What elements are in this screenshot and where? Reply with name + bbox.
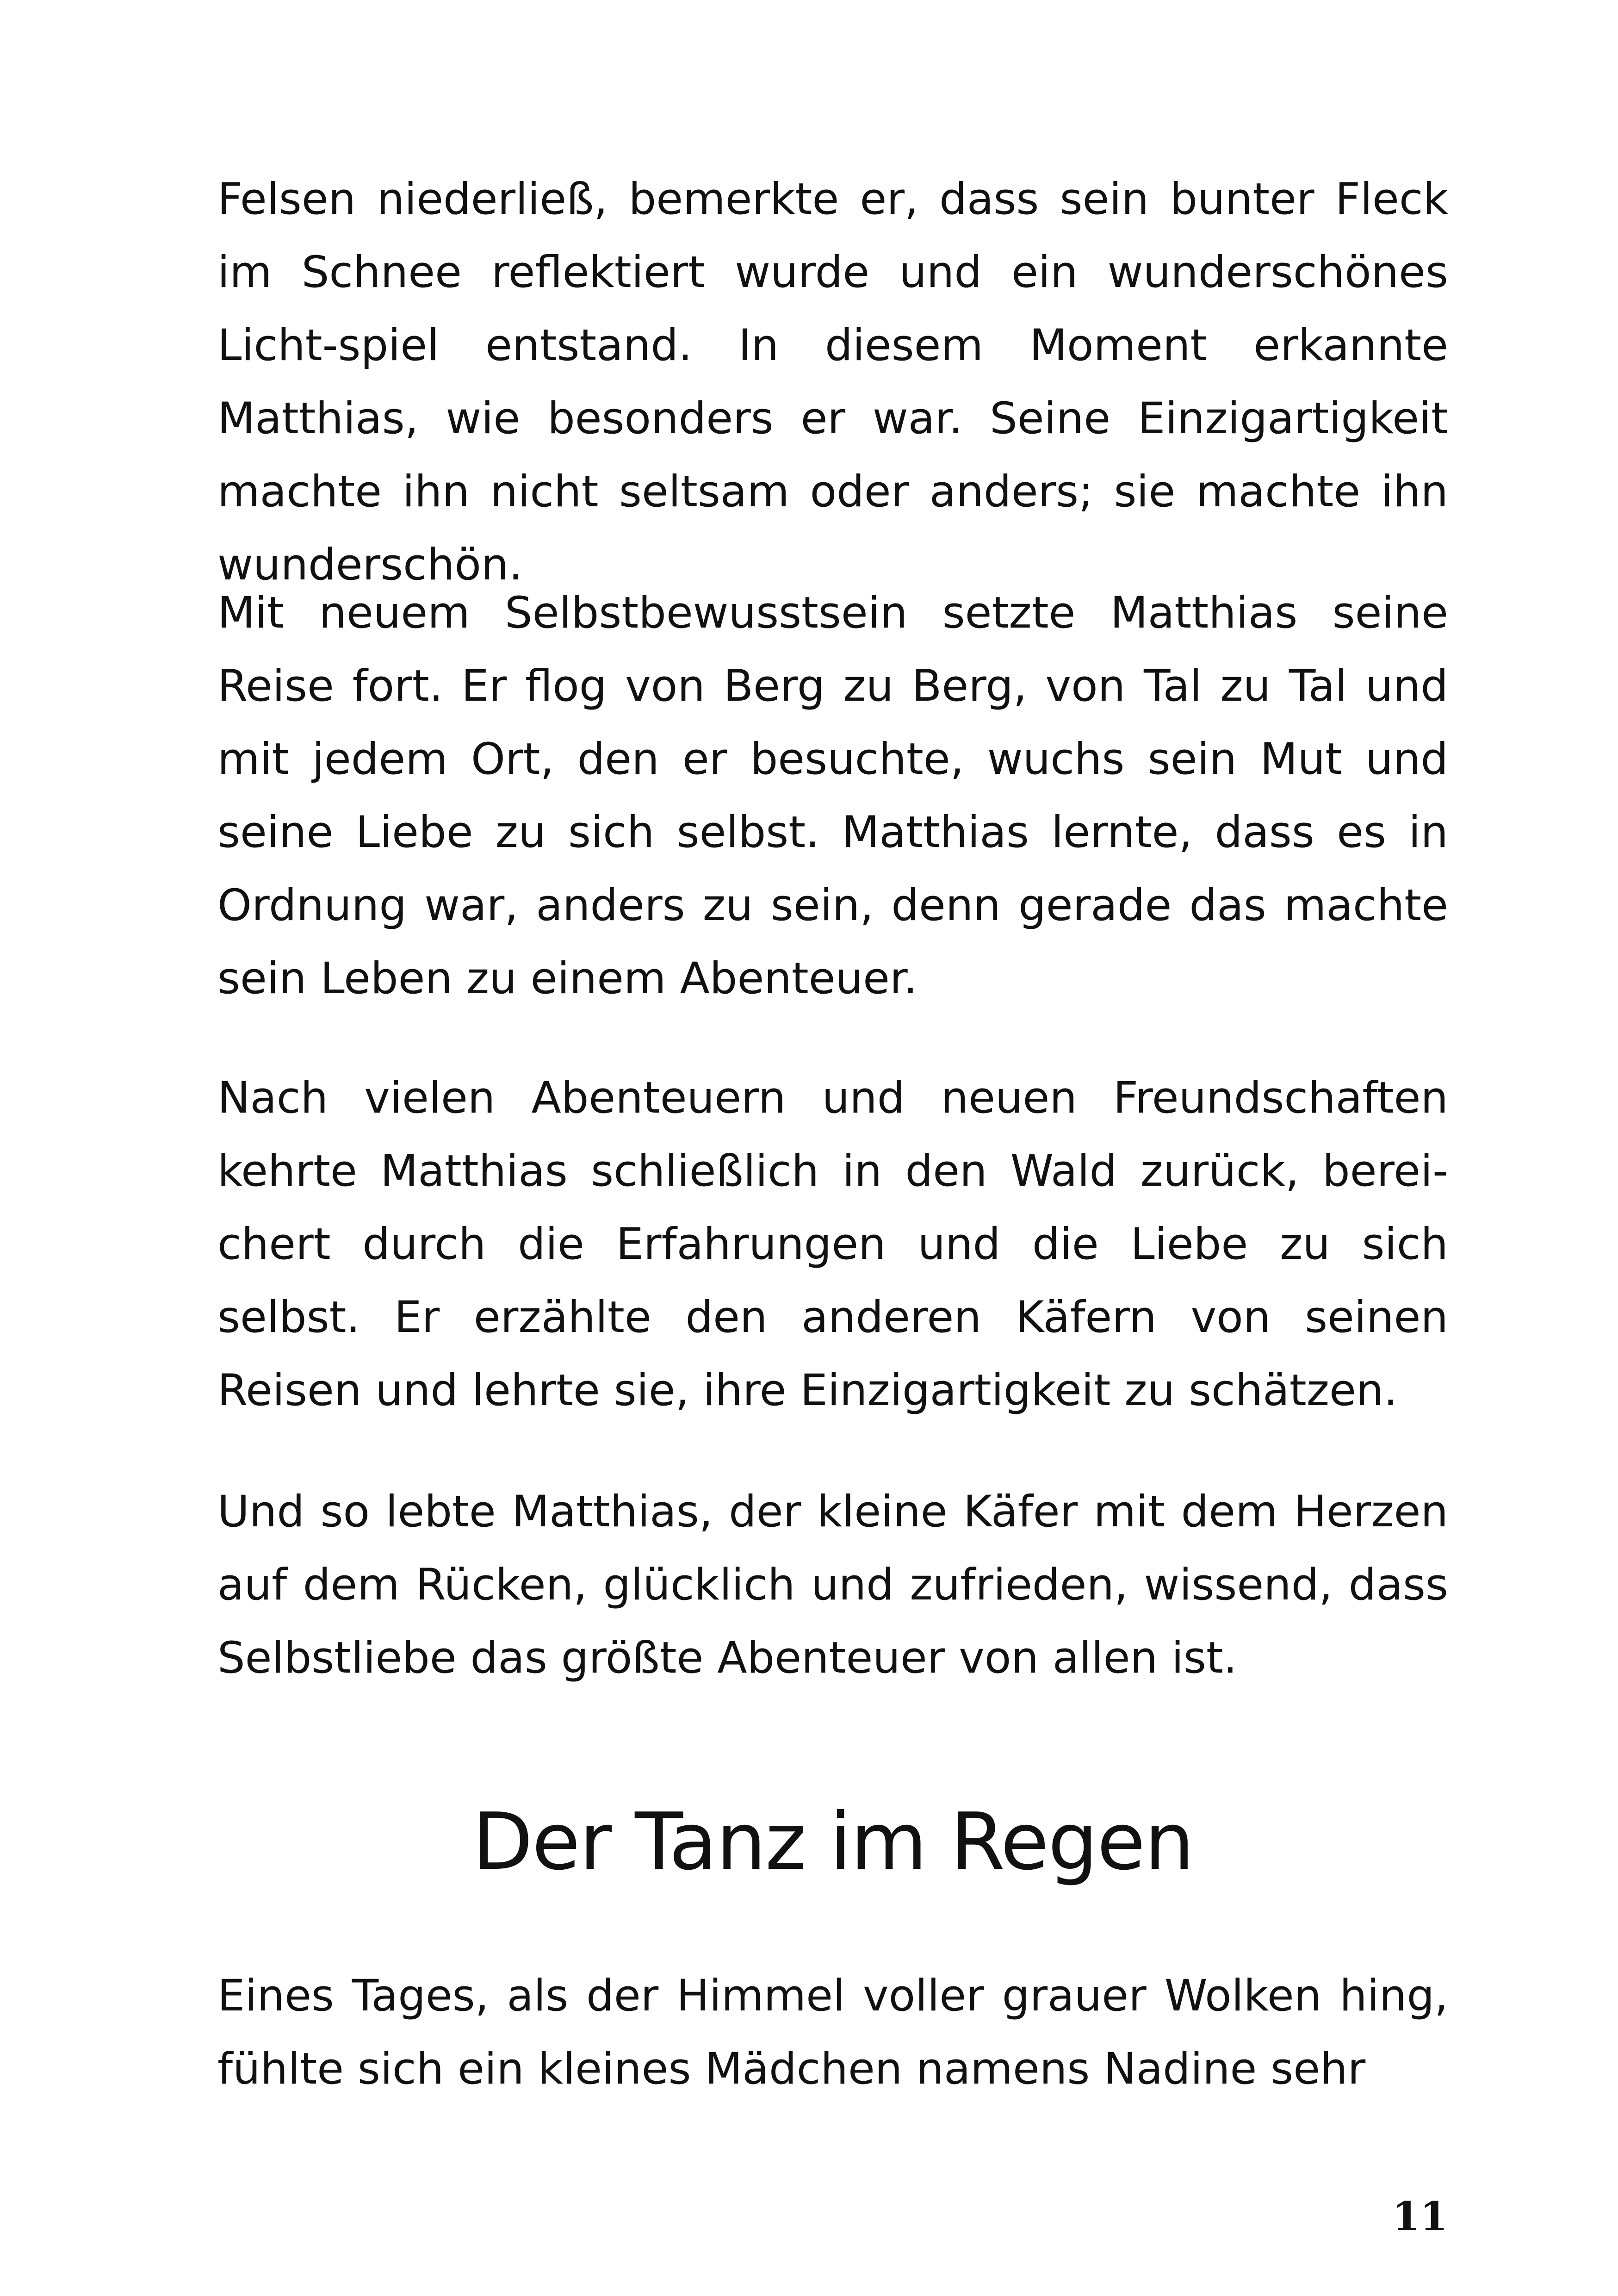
paragraph: Nach vielen Abenteuern und neuen Freundschaften kehrte Matthias schließlich in den Wald zurück, berei-chert durch die Erfahrungen und die Liebe zu sich selbst. Er erzählte den anderen Käfern von seinen Reisen und lehrte sie, ihre Einzigartigkeit zu schätzen. [217, 1073, 1448, 1416]
chapter-opening-paragraph: Eines Tages, als der Himmel voller grauer Wolken hing, fühlte sich ein kleines Mädchen namens Nadine sehr [217, 1971, 1448, 2094]
paragraph: Mit neuem Selbstbewusstsein setzte Matthias seine Reise fort. Er flog von Berg zu Berg, von Tal zu Tal und mit jedem Ort, den er besuchte, wuchs sein Mut und seine Liebe zu sich selbst. Matthias lernte, dass es in Ordnung war, anders zu sein, denn gerade das machte sein Leben zu einem Abenteuer. [217, 588, 1448, 1004]
chapter-title: Der Tanz im Regen [472, 1796, 1194, 1888]
paragraph: Und so lebte Matthias, der kleine Käfer mit dem Herzen auf dem Rücken, glücklich und zufrieden, wissend, dass Selbstliebe das größte Abenteuer von allen ist. [217, 1487, 1448, 1683]
paragraph: Felsen niederließ, bemerkte er, dass sein bunter Fleck im Schnee reflektiert wurde und ein wunderschönes Licht-spiel entstand. In diesem Moment erkannte Matthias, wie besonders er war. Seine Einzigartigkeit machte ihn nicht seltsam oder anders; sie machte ihn wunderschön. [217, 174, 1448, 590]
page-number: 11 [1392, 2193, 1448, 2240]
